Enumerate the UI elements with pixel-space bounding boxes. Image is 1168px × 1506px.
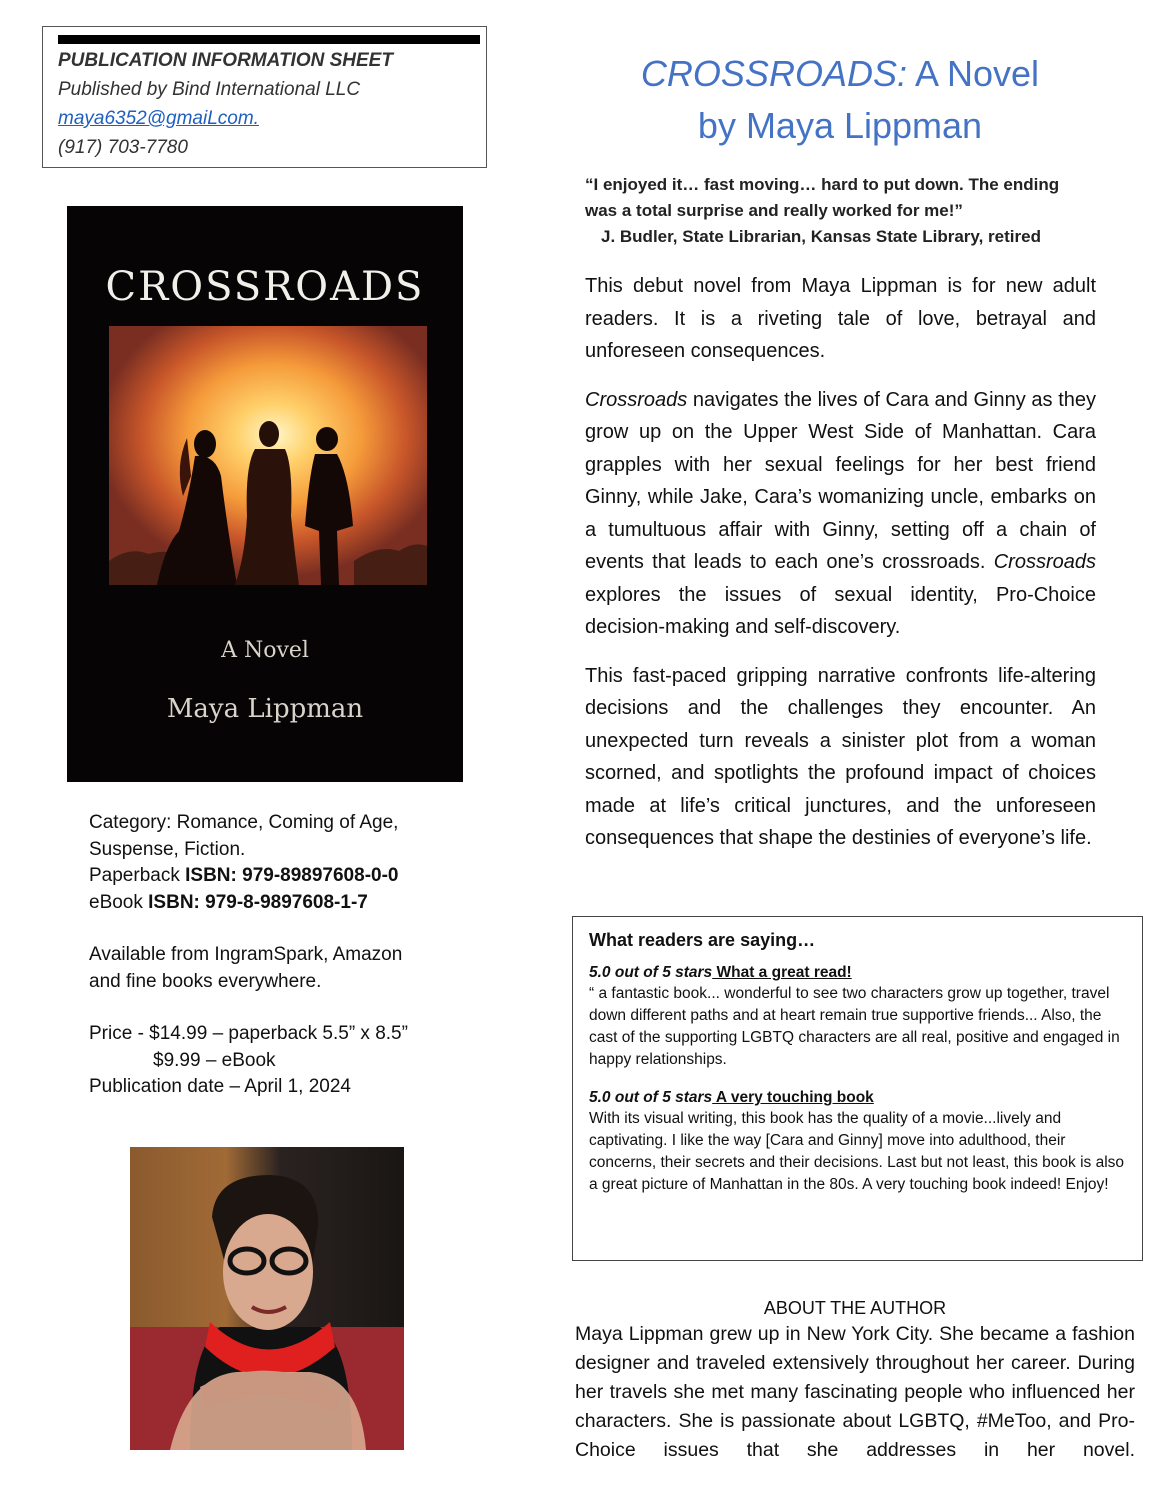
book-title: CROSSROADS: xyxy=(640,53,907,94)
cover-subtitle: A Novel xyxy=(221,638,309,663)
author-portrait-icon xyxy=(130,1147,404,1450)
paragraph-text: explores the issues of sexual identity, Pro-Choice decision-making and self-discovery. xyxy=(585,583,1096,638)
review-2-text: With its visual writing, this book has the quality of a movie...lively and captivating. I like the way [Cara and Ginny] move into adulthood, their concerns, their secrets and their decisions. Last but not least, this book is also a great picture of Manhattan in the 80s. A very touching book indeed! Enjoy! xyxy=(589,1110,1125,1193)
availability-line-1: Available from IngramSpark, Amazon xyxy=(89,944,403,965)
book-subtitle: A Novel xyxy=(906,53,1040,94)
publication-info-box xyxy=(42,26,487,168)
silhouettes-icon xyxy=(109,326,427,585)
quote-line-1: “I enjoyed it… fast moving… hard to put down. The ending xyxy=(585,175,1060,194)
review-1-title xyxy=(589,963,1129,983)
italic-title: Crossroads xyxy=(993,551,1096,573)
reviews-heading: What readers are saying… xyxy=(589,930,816,950)
review-headline: A very touching book xyxy=(712,1089,874,1106)
reader-reviews-box xyxy=(572,916,1143,1261)
byline: by Maya Lippman xyxy=(697,105,983,146)
ebook-isbn: ISBN: 979-8-9897608-1-7 xyxy=(148,891,368,913)
book-cover-image xyxy=(67,206,463,782)
paperback-isbn: ISBN: 979-89897608-0-0 xyxy=(185,865,399,886)
endorsement-quote xyxy=(585,172,1105,250)
document-title xyxy=(580,48,1100,152)
book-description xyxy=(585,270,1096,871)
pub-info-heading: PUBLICATION INFORMATION SHEET xyxy=(58,50,393,71)
description-paragraph-3: This fast-paced gripping narrative confronts life-altering decisions and the challenges they encounter. An unexpected turn reveals a sinister plot from a woman scorned, and spotlights the profound impact of choices made at life’s critical junctures, and the unforeseen consequences that shape the destinies of everyone’s life. xyxy=(585,664,1096,849)
star-rating: 5.0 out of 5 stars xyxy=(589,1089,713,1106)
description-paragraph-2 xyxy=(585,384,1096,644)
description-paragraph-1: This debut novel from Maya Lippman is for new adult readers. It is a riveting tale of love, betrayal and unforeseen consequences. xyxy=(585,275,1096,362)
quote-line-2: was a total surprise and really worked for me!” xyxy=(585,201,963,220)
publisher: Published by Bind International LLC xyxy=(58,79,361,100)
category-line-1: Category: Romance, Coming of Age, xyxy=(89,812,399,833)
review-1-text: “ a fantastic book... wonderful to see two characters grow up together, travel down different paths and at heart remain true supportive friends... Also, the cast of the supporting LGBTQ characters are all real, positive and engaged in happy relationships. xyxy=(589,985,1120,1068)
publication-date: Publication date – April 1, 2024 xyxy=(89,1076,351,1097)
paperback-isbn-row xyxy=(89,863,449,890)
cover-title: CROSSROADS xyxy=(105,264,425,310)
quote-attribution: J. Budler, State Librarian, Kansas State Library, retired xyxy=(601,227,1041,246)
availability-line-2: and fine books everywhere. xyxy=(89,970,322,992)
header-rule xyxy=(58,35,480,44)
phone-number: (917) 703-7780 xyxy=(58,137,188,158)
email-link[interactable]: maya6352@gmaiLcom. xyxy=(58,108,259,129)
star-rating: 5.0 out of 5 stars xyxy=(589,964,713,981)
cover-sunset-illustration xyxy=(109,326,427,585)
cover-author: Maya Lippman xyxy=(166,694,364,724)
book-details xyxy=(89,810,449,1101)
ebook-isbn-row xyxy=(89,890,449,917)
category-line-2: Suspense, Fiction. xyxy=(89,838,246,860)
about-author-heading: ABOUT THE AUTHOR xyxy=(763,1298,947,1318)
ebook-label: eBook xyxy=(89,891,149,913)
review-2-title xyxy=(589,1088,1129,1108)
author-photo xyxy=(130,1147,404,1450)
paragraph-text: navigates the lives of Cara and Ginny as they grow up on the Upper West Side of Manhattan. Cara grapples with her sexual feelings for her best friend Ginny, while Jake, Cara’s womanizing uncle, embarks on a tumultuous affair with Ginny, setting off a chain of events that leads to each one’s crossroads. xyxy=(585,388,1096,573)
price-paperback: Price - $14.99 – paperback 5.5” x 8.5” xyxy=(89,1023,408,1044)
review-headline: What a great read! xyxy=(712,964,852,981)
paperback-label: Paperback xyxy=(89,865,186,886)
italic-title: Crossroads xyxy=(585,388,688,411)
about-author-text: Maya Lippman grew up in New York City. She became a fashion designer and traveled extensively throughout her career. During her travels she met many fascinating people who influenced her characters. She is passionate about LGBTQ, #MeToo, and Pro-Choice issues that she addresses in her novel. xyxy=(575,1323,1135,1461)
price-ebook: $9.99 – eBook xyxy=(153,1049,276,1071)
